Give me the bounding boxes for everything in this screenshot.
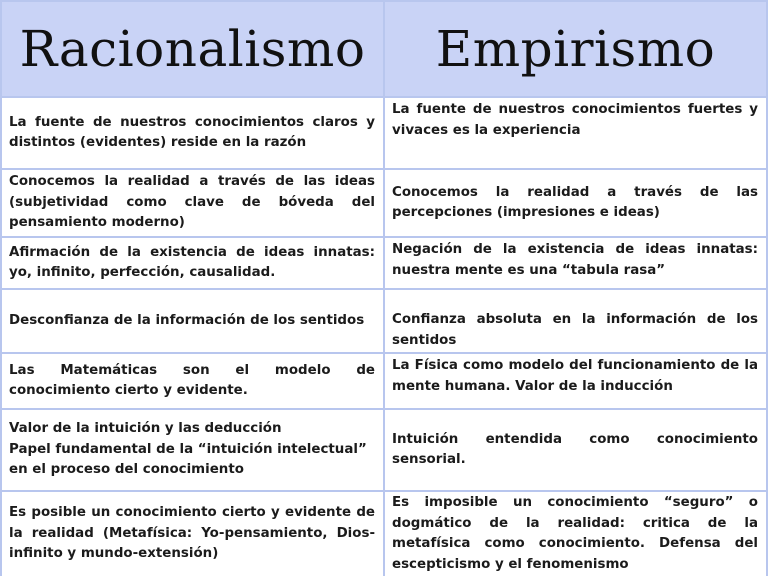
- cell-text: La fuente de nuestros conocimientos claros y distintos (evidentes) reside en la razón: [9, 114, 375, 150]
- racionalismo-cell: [2, 98, 385, 168]
- table-row: [2, 492, 766, 576]
- empirismo-cell: [385, 354, 766, 408]
- cell-text: Afirmación de la existencia de ideas innatas: yo, infinito, perfección, causalidad.: [9, 244, 375, 280]
- empirismo-cell: [385, 492, 766, 576]
- cell-text: Es imposible un conocimiento “seguro” o dogmático de la realidad: critica de la metafísica como conocimiento. Defensa del escepticismo y el fenomenismo: [392, 495, 758, 572]
- table-header-row: [2, 0, 766, 98]
- empirismo-cell: [385, 170, 766, 236]
- cell-text: Las Matemáticas son el modelo de conocimiento cierto y evidente.: [9, 362, 375, 398]
- table-row: [2, 290, 766, 354]
- cell-text: Negación de la existencia de ideas innatas: nuestra mente es una “tabula rasa”: [392, 242, 758, 278]
- racionalismo-cell: [2, 492, 385, 576]
- racionalismo-cell: [2, 354, 385, 408]
- empirismo-cell: [385, 290, 766, 352]
- cell-text: Conocemos la realidad a través de las ideas (subjetividad como clave de bóveda del pensamiento moderno): [9, 174, 375, 231]
- table-row: [2, 410, 766, 492]
- table-row: [2, 238, 766, 290]
- empirismo-cell: [385, 98, 766, 168]
- racionalismo-cell: [2, 410, 385, 490]
- header-empirismo: Empirismo: [435, 20, 716, 78]
- table-row: [2, 170, 766, 238]
- table-row: [2, 354, 766, 410]
- cell-text: Confianza absoluta en la información de los sentidos: [392, 312, 758, 348]
- empirismo-cell: [385, 410, 766, 490]
- table-row: [2, 98, 766, 170]
- cell-text: Conocemos la realidad a través de las percepciones (impresiones e ideas): [392, 184, 758, 220]
- empirismo-cell: [385, 238, 766, 288]
- cell-text: Es posible un conocimiento cierto y evidente de la realidad (Metafísica: Yo-pensamiento, Dios-infinito y mundo-extensión): [9, 505, 375, 562]
- cell-text: La fuente de nuestros conocimientos fuertes y vivaces es la experiencia: [392, 102, 758, 138]
- racionalismo-cell: [2, 290, 385, 352]
- header-racionalismo: Racionalismo: [2, 2, 385, 96]
- cell-text: Desconfianza de la información de los sentidos: [9, 312, 365, 328]
- cell-text: La Física como modelo del funcionamiento de la mente humana. Valor de la inducción: [392, 358, 758, 394]
- racionalismo-cell: [2, 238, 385, 288]
- racionalismo-cell: [2, 170, 385, 236]
- cell-text: Intuición entendida como conocimiento sensorial.: [392, 431, 758, 467]
- cell-text: Valor de la intuición y las deducción Papel fundamental de la “intuición intelectual” en el proceso del conocimiento: [9, 421, 367, 478]
